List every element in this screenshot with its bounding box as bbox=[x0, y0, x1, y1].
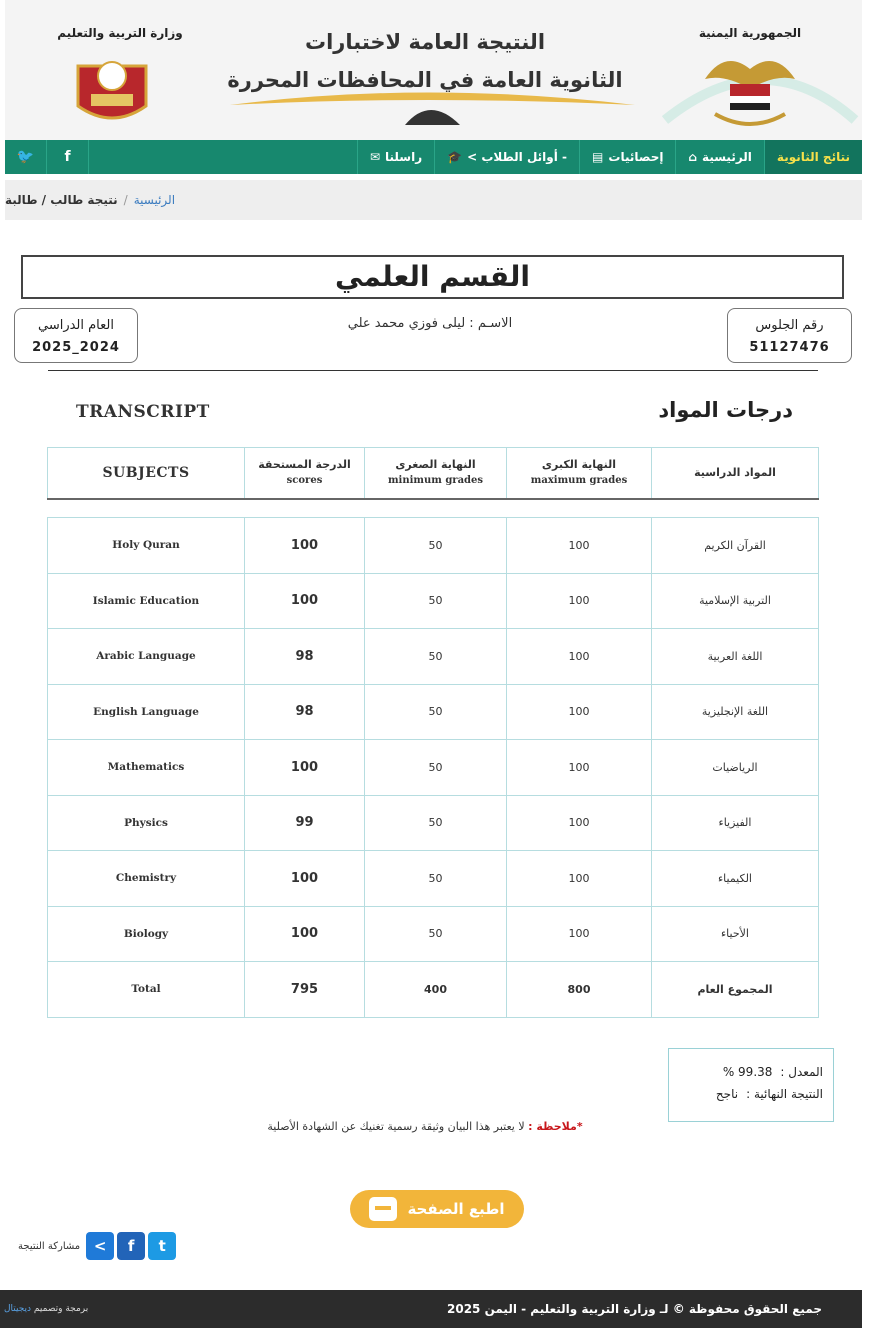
ministry-label: وزارة التربية والتعليم bbox=[57, 26, 183, 40]
subject-ar-cell: اللغة العربية bbox=[652, 629, 819, 685]
final-result-label: النتيجة النهائية : bbox=[746, 1087, 823, 1101]
nav-home[interactable]: ⌂ الرئيسية bbox=[675, 140, 763, 174]
min-grade-cell: 50 bbox=[365, 684, 507, 740]
student-name: الاسـم : ليلى فوزي محمد علي bbox=[347, 316, 513, 331]
max-grade-cell: 100 bbox=[507, 573, 652, 629]
subject-en-cell: Physics bbox=[48, 795, 245, 851]
republic-label: الجمهورية اليمنية bbox=[698, 26, 802, 40]
min-grade-cell: 50 bbox=[365, 518, 507, 574]
average-label: المعدل : bbox=[780, 1065, 823, 1079]
subject-en-cell: Holy Quran bbox=[48, 518, 245, 574]
min-grade-cell: 50 bbox=[365, 795, 507, 851]
footer-copyright: جميع الحقوق محفوظة © لـ وزارة التربية والتعليم - اليمن 2025 bbox=[447, 1302, 822, 1316]
final-result-value: ناجح bbox=[715, 1087, 739, 1101]
min-grade-cell: 400 bbox=[365, 962, 507, 1018]
printer-icon bbox=[369, 1197, 397, 1221]
note-text: لا يعتبر هذا البيان وثيقة رسمية تغنيك عن الشهادة الأصلية bbox=[267, 1120, 525, 1133]
min-grade-cell: 50 bbox=[365, 629, 507, 685]
seat-number-value: 51127476 bbox=[749, 340, 830, 355]
min-grade-cell: 50 bbox=[365, 851, 507, 907]
note-label: *ملاحظة : bbox=[528, 1120, 583, 1133]
table-row bbox=[48, 795, 819, 851]
footer-credit: برمجة وتصميم ديجيتال bbox=[4, 1304, 89, 1314]
table-row bbox=[48, 740, 819, 796]
max-grade-cell: 800 bbox=[507, 962, 652, 1018]
subject-ar-cell: اللغة الإنجليزية bbox=[652, 684, 819, 740]
min-grade-cell: 50 bbox=[365, 740, 507, 796]
divider bbox=[48, 370, 818, 371]
twitter-icon[interactable]: 🐦 bbox=[5, 140, 47, 174]
subject-ar-cell: المجموع العام bbox=[652, 962, 819, 1018]
subject-en-cell: Total bbox=[48, 962, 245, 1018]
grades-title: درجات المواد bbox=[658, 398, 793, 422]
header-title-line1: النتيجة العامة لاختبارات bbox=[304, 30, 546, 54]
average-value: 99.38 % bbox=[722, 1065, 773, 1079]
subject-ar-cell: القرآن الكريم bbox=[652, 518, 819, 574]
table-row bbox=[48, 573, 819, 629]
nav-top-students[interactable]: 🎓 < أوائل الطلاب - bbox=[434, 140, 579, 174]
main-nav bbox=[5, 140, 862, 174]
section-title: القسم العلمي bbox=[21, 255, 844, 299]
table-row bbox=[48, 906, 819, 962]
academic-year-label: العام الدراسي bbox=[37, 318, 114, 333]
score-cell: 100 bbox=[245, 851, 365, 907]
footer-credit-link[interactable]: ديجيتال bbox=[4, 1304, 32, 1314]
table-row bbox=[48, 684, 819, 740]
table-row bbox=[48, 629, 819, 685]
facebook-icon[interactable]: f bbox=[47, 140, 89, 174]
mail-icon: ✉ bbox=[369, 150, 380, 164]
table-row bbox=[48, 518, 819, 574]
subject-en-cell: Arabic Language bbox=[48, 629, 245, 685]
score-cell: 795 bbox=[245, 962, 365, 1018]
subject-ar-cell: الكيمياء bbox=[652, 851, 819, 907]
min-grade-cell: 50 bbox=[365, 573, 507, 629]
subject-en-cell: Biology bbox=[48, 906, 245, 962]
grades-table-header bbox=[47, 447, 819, 500]
facebook-share-icon[interactable]: f bbox=[117, 1232, 145, 1260]
max-grade-cell: 100 bbox=[507, 740, 652, 796]
grades-table bbox=[47, 517, 819, 1018]
nav-contact[interactable]: ✉ راسلنا bbox=[357, 140, 434, 174]
print-page-button[interactable]: اطبع الصفحة bbox=[350, 1190, 524, 1228]
subject-ar-cell: الفيزياء bbox=[652, 795, 819, 851]
site-header bbox=[5, 0, 862, 140]
site-footer bbox=[0, 1290, 862, 1328]
max-grade-cell: 100 bbox=[507, 851, 652, 907]
header-max: النهاية الكبرى maximum grades bbox=[507, 448, 652, 499]
subject-en-cell: Chemistry bbox=[48, 851, 245, 907]
home-icon: ⌂ bbox=[688, 150, 698, 164]
seat-number-box bbox=[727, 308, 852, 363]
disclaimer-note bbox=[230, 1120, 620, 1133]
breadcrumb-home[interactable]: الرئيسية bbox=[133, 193, 176, 207]
share-bar bbox=[18, 1232, 176, 1260]
ministry-logo-icon bbox=[73, 46, 151, 130]
breadcrumb-separator: / bbox=[123, 193, 128, 207]
graduate-icon: 🎓 bbox=[447, 150, 463, 164]
subject-ar-cell: الأحياء bbox=[652, 906, 819, 962]
academic-year-value: 2025_2024 bbox=[32, 340, 120, 355]
score-cell: 98 bbox=[245, 629, 365, 685]
min-grade-cell: 50 bbox=[365, 906, 507, 962]
score-cell: 100 bbox=[245, 518, 365, 574]
table-row bbox=[48, 851, 819, 907]
header-score: الدرجة المستحقة scores bbox=[245, 448, 365, 499]
subject-en-cell: Mathematics bbox=[48, 740, 245, 796]
subject-ar-cell: التربية الإسلامية bbox=[652, 573, 819, 629]
transcript-title: TRANSCRIPT bbox=[76, 402, 210, 422]
max-grade-cell: 100 bbox=[507, 518, 652, 574]
header-subjects-en: SUBJECTS bbox=[48, 448, 245, 499]
subject-en-cell: English Language bbox=[48, 684, 245, 740]
nav-secondary-results[interactable]: نتائج الثانوية bbox=[764, 140, 862, 174]
seat-number-label: رقم الجلوس bbox=[755, 318, 824, 333]
academic-year-box bbox=[14, 308, 138, 363]
header-min: النهاية الصغرى minimum grades bbox=[365, 448, 507, 499]
max-grade-cell: 100 bbox=[507, 629, 652, 685]
stats-icon: ▤ bbox=[592, 150, 604, 164]
header-title-line2: الثانوية العامة في المحافظات المحررة bbox=[227, 68, 623, 92]
score-cell: 100 bbox=[245, 906, 365, 962]
max-grade-cell: 100 bbox=[507, 684, 652, 740]
score-cell: 98 bbox=[245, 684, 365, 740]
breadcrumb-current: نتيجة طالب / طالبة bbox=[5, 193, 118, 207]
max-grade-cell: 100 bbox=[507, 795, 652, 851]
breadcrumb bbox=[5, 180, 862, 220]
score-cell: 99 bbox=[245, 795, 365, 851]
share-icon[interactable]: < bbox=[86, 1232, 114, 1260]
max-grade-cell: 100 bbox=[507, 906, 652, 962]
yemen-emblem-icon bbox=[695, 44, 805, 134]
nav-statistics[interactable]: ▤ إحصائيات bbox=[579, 140, 675, 174]
total-row bbox=[48, 962, 819, 1018]
header-subjects-ar: المواد الدراسية bbox=[652, 448, 819, 499]
share-label: مشاركة النتيجة bbox=[18, 1240, 81, 1252]
score-cell: 100 bbox=[245, 573, 365, 629]
subject-en-cell: Islamic Education bbox=[48, 573, 245, 629]
score-cell: 100 bbox=[245, 740, 365, 796]
subject-ar-cell: الرياضيات bbox=[652, 740, 819, 796]
twitter-share-icon[interactable]: t bbox=[148, 1232, 176, 1260]
result-summary bbox=[668, 1048, 834, 1122]
